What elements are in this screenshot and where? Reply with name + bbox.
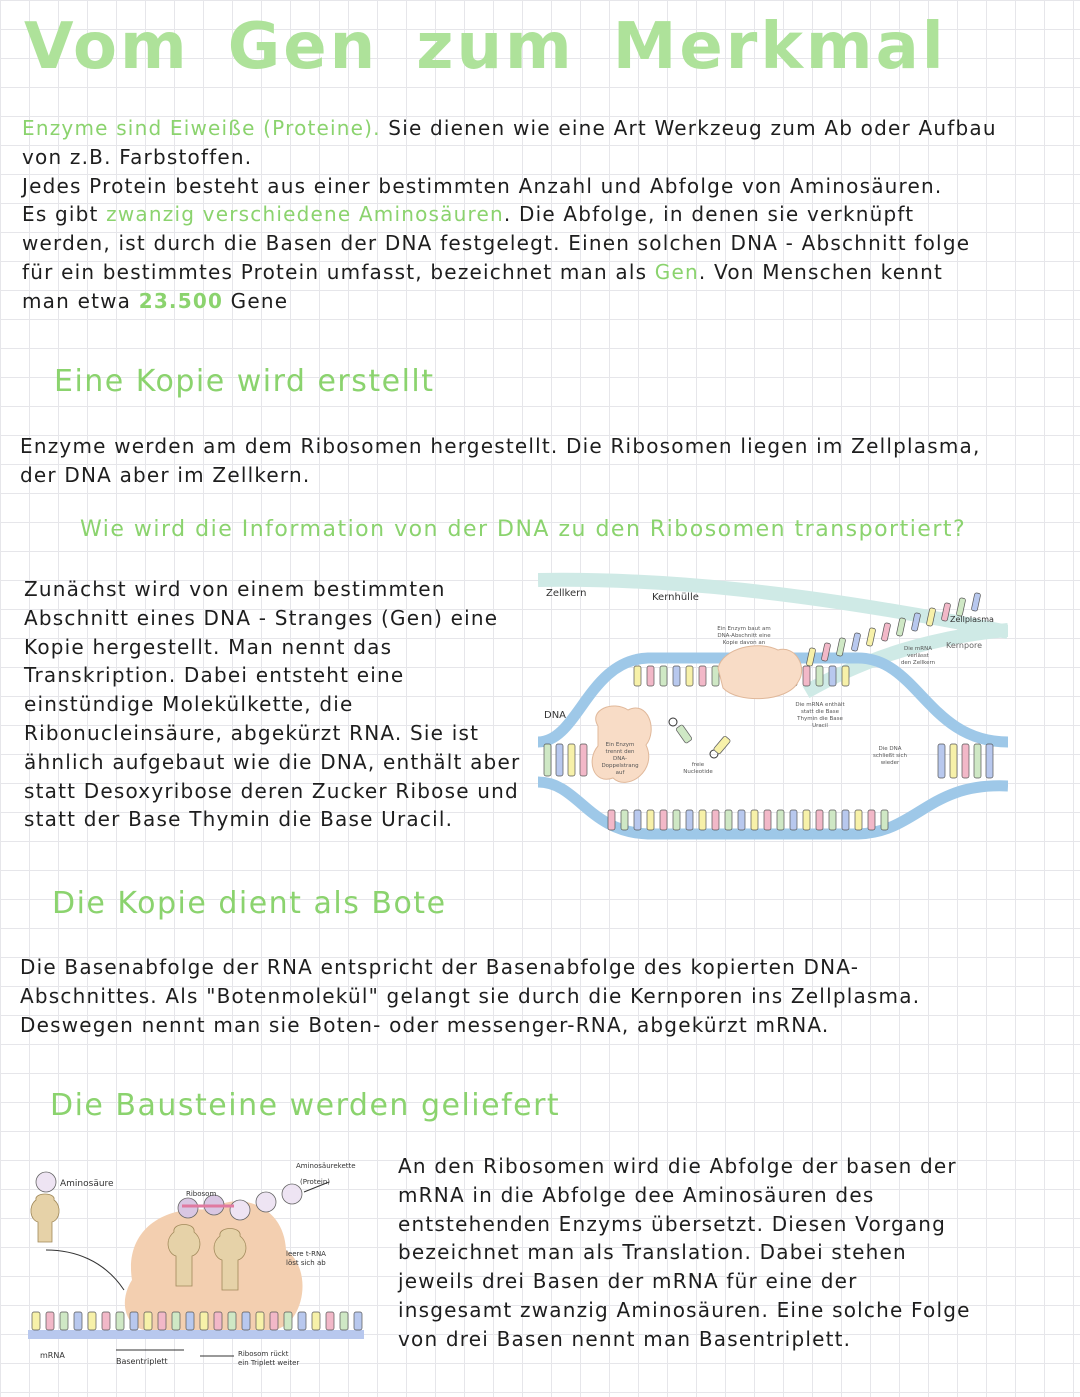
dna-base-right: [986, 744, 993, 778]
mrna-base: [896, 618, 906, 637]
dna-base-bottom: [660, 810, 667, 830]
mrna-uracil-note: Thymin die Base: [797, 716, 843, 722]
dna-label: DNA: [544, 710, 567, 721]
section3-body-line-3: entstehenden Enzyms übersetzt. Diesen Vorgang: [398, 1211, 947, 1236]
codon-base: [158, 1312, 166, 1330]
rueckt-label-1: Ribosom rückt: [238, 1350, 289, 1358]
section2-line-1: Die Basenabfolge der RNA entspricht der Basenabfolge des kopierten DNA-: [20, 955, 860, 979]
codon-base: [88, 1312, 96, 1330]
codon-base: [116, 1312, 124, 1330]
mrna-uracil-note: Die mRNA enthält: [795, 702, 845, 708]
ribosom-label: Ribosom: [186, 1190, 217, 1198]
enzyme-note: DNA-: [613, 756, 627, 762]
section1-body-line-6: Ribonucleinsäure, abgekürzt RNA. Sie ist: [24, 720, 480, 745]
codon-base: [312, 1312, 320, 1330]
codon-base: [298, 1312, 306, 1330]
section3-body-line-2: mRNA in die Abfolge dee Aminosäuren des: [398, 1182, 875, 1207]
nucleotide-1: [669, 718, 677, 726]
dna-base-left: [544, 744, 551, 776]
intro-line-4-a: Es gibt: [22, 202, 107, 227]
codon-base: [340, 1312, 348, 1330]
mrna-leaves-note: den Zellkern: [900, 660, 936, 666]
dna-base-bottom: [673, 810, 680, 830]
amino-acid-4: [256, 1192, 276, 1212]
codon-base: [32, 1312, 40, 1330]
codon-base: [144, 1312, 152, 1330]
mrna-base: [866, 628, 876, 647]
section-heading-bausteine: Die Bausteine werden geliefert: [50, 1088, 561, 1123]
section1-line-1: Enzyme werden am dem Ribosomen hergestellt. Die Ribosomen liegen im Zellplasma,: [20, 434, 981, 458]
codon-base: [74, 1312, 82, 1330]
intro-highlight-enzyme: Enzyme sind Eiweiße (Proteine).: [22, 116, 381, 140]
free-nucleotides-note: freie: [691, 762, 705, 768]
dna-base-bottom: [738, 810, 745, 830]
section1-body-line-1: Zunächst wird von einem bestimmten: [24, 577, 446, 601]
dna-base-bottom: [764, 810, 771, 830]
section2-line-3: Deswegen nennt man sie Boten- oder messenger-RNA, abgekürzt mRNA.: [20, 1012, 830, 1037]
section3-body-line-5: jeweils drei Basen der mRNA für eine der: [398, 1269, 858, 1294]
enzyme-copy-note: Ein Enzym baut am: [717, 626, 771, 632]
dna-base-left: [556, 744, 563, 776]
dna-base-bottom: [634, 810, 641, 830]
section1-body-line-8: statt Desoxyribose deren Zucker Ribose und: [24, 778, 519, 803]
section3-body-line-7: von drei Basen nennt man Basentriplett.: [398, 1326, 852, 1351]
dna-base-top: [829, 666, 836, 686]
dna-base-left: [580, 744, 587, 776]
codon-base: [228, 1312, 236, 1330]
trna-label-1: leere t-RNA: [286, 1250, 326, 1258]
dna-base-top: [673, 666, 680, 686]
free-nucleotides-note: Nucleotide: [683, 769, 713, 775]
dna-base-bottom: [816, 810, 823, 830]
amino-acid-1: [178, 1198, 198, 1218]
mrna-uracil-note: Uracil: [812, 723, 828, 729]
dna-base-top: [686, 666, 693, 686]
intro-highlight-gen: Gen: [654, 259, 699, 284]
intro-line-6-a: für ein bestimmtes Protein umfasst, bezeichnet man als: [22, 259, 655, 284]
section1-intro: [20, 432, 981, 490]
dna-base-bottom: [790, 810, 797, 830]
dna-base-bottom: [868, 810, 875, 830]
rueckt-label-2: ein Triplett weiter: [238, 1359, 300, 1367]
codon-base: [186, 1312, 194, 1330]
nucleotide-base-2: [713, 736, 731, 755]
codon-base: [270, 1312, 278, 1330]
dna-base-bottom: [725, 810, 732, 830]
nucleotide-base-1: [676, 724, 693, 743]
intro-line-2: von z.B. Farbstoffen.: [22, 144, 253, 169]
codon-base: [130, 1312, 138, 1330]
section1-body-line-4: Transkription. Dabei entsteht eine: [24, 663, 405, 688]
dna-base-bottom: [621, 810, 628, 830]
dna-base-bottom: [829, 810, 836, 830]
dna-base-top: [634, 666, 641, 686]
section3-body-line-1: An den Ribosomen wird die Abfolge der basen der: [398, 1154, 957, 1178]
dna-base-bottom: [803, 810, 810, 830]
mrna-base: [806, 648, 816, 667]
dna-closes-note: schließt sich: [872, 753, 908, 759]
section-heading-kopie-erstellt: Eine Kopie wird erstellt: [54, 364, 435, 399]
enzyme-note: auf: [615, 770, 625, 776]
codon-base: [326, 1312, 334, 1330]
section1-body-line-5: einstündige Molekülkette, die: [24, 692, 354, 717]
intro-line-1-text: Sie dienen wie eine Art Werkzeug zum Ab oder Aufbau: [380, 116, 997, 140]
dna-base-left: [568, 744, 575, 776]
title-word-2: Gen: [227, 10, 379, 84]
triplett-label: Basentriplett: [116, 1357, 168, 1366]
section1-body-line-7: ähnlich aufgebaut wie die DNA, enthält aber: [24, 749, 521, 774]
polymerase-enzyme: [718, 646, 802, 699]
mrna-label: mRNA: [40, 1351, 65, 1360]
dna-base-bottom: [686, 810, 693, 830]
intro-line-7-a: man etwa: [22, 288, 139, 313]
enzyme-note: Doppelstrang: [601, 763, 639, 769]
dna-base-top: [647, 666, 654, 686]
intro-line-7-b: Gene: [223, 288, 289, 313]
codon-base: [354, 1312, 362, 1330]
dna-base-right: [938, 744, 945, 778]
mrna-base: [881, 623, 891, 642]
intro-line-4-b: . Die Abfolge, in denen sie verknüpft: [503, 202, 915, 227]
codon-base: [172, 1312, 180, 1330]
amino-acid-5: [282, 1184, 302, 1204]
mrna-base: [851, 633, 861, 652]
codon-base: [284, 1312, 292, 1330]
section2-body: [20, 953, 920, 1039]
section1-body-line-9: statt der Base Thymin die Base Uracil.: [24, 807, 454, 832]
dna-base-bottom: [608, 810, 615, 830]
intro-paragraph: [22, 114, 997, 316]
mrna-backbone: [28, 1330, 364, 1339]
free-amino-acid: [36, 1172, 56, 1192]
dna-base-bottom: [647, 810, 654, 830]
mrna-uracil-note: statt die Base: [801, 709, 839, 715]
zellkern-label: Zellkern: [546, 588, 587, 599]
dna-base-bottom: [855, 810, 862, 830]
transcription-diagram: [538, 570, 1008, 860]
intro-line-1: [22, 114, 997, 143]
title-word-3: zum: [416, 10, 575, 84]
dna-base-top: [699, 666, 706, 686]
enzyme-copy-note: DNA-Abschnitt eine: [717, 633, 771, 639]
kette-label-1: Aminosäurekette: [296, 1162, 356, 1170]
section-heading-kopie-bote: Die Kopie dient als Bote: [52, 886, 447, 921]
codon-base: [200, 1312, 208, 1330]
kernhuelle-label: Kernhülle: [652, 592, 699, 603]
aminosaeure-label: Aminosäure: [60, 1179, 114, 1189]
section1-line-2: der DNA aber im Zellkern.: [20, 462, 311, 487]
codon-base: [242, 1312, 250, 1330]
codon-base: [60, 1312, 68, 1330]
zellplasma-label: Zellplasma: [950, 615, 994, 624]
codon-base: [214, 1312, 222, 1330]
intro-line-5: werden, ist durch die Basen der DNA festgelegt. Einen solchen DNA - Abschnitt folge: [22, 231, 971, 256]
mrna-base: [956, 598, 966, 617]
dna-base-top: [816, 666, 823, 686]
codon-base: [102, 1312, 110, 1330]
dna-base-right: [962, 744, 969, 778]
dna-base-bottom: [881, 810, 888, 830]
kette-label-2: (Protein): [300, 1178, 330, 1186]
dna-closes-note: Die DNA: [878, 746, 902, 752]
dna-base-bottom: [777, 810, 784, 830]
dna-base-bottom: [842, 810, 849, 830]
intro-highlight-amino: zwanzig verschiedene Aminosäuren: [106, 202, 504, 227]
page-title: [24, 10, 985, 84]
section1-body-line-3: Kopie hergestellt. Man nennt das: [24, 634, 393, 659]
dna-base-bottom: [712, 810, 719, 830]
section3-body-line-6: insgesamt zwanzig Aminosäuren. Eine solche Folge: [398, 1297, 971, 1322]
enzyme-note: Ein Enzym: [605, 742, 635, 748]
kernpore-label: Kernpore: [946, 641, 982, 650]
trna-free: [31, 1194, 59, 1242]
mrna-leaves-note: Die mRNA: [904, 646, 932, 652]
codon-base: [256, 1312, 264, 1330]
section2-line-2: Abschnittes. Als "Botenmolekül" gelangt sie durch die Kernporen ins Zellplasma.: [20, 983, 921, 1008]
dna-base-bottom: [751, 810, 758, 830]
trna-arrow: [46, 1250, 124, 1290]
dna-base-top: [660, 666, 667, 686]
trna-label-2: löst sich ab: [286, 1259, 326, 1267]
section1-question: Wie wird die Information von der DNA zu den Ribosomen transportiert?: [80, 517, 967, 542]
mrna-leaves-note: verlässt: [907, 653, 929, 659]
intro-line-7: [22, 287, 997, 316]
intro-highlight-number: 23.500: [138, 288, 224, 313]
intro-line-6-b: . Von Menschen kennt: [698, 259, 944, 284]
intro-line-3: Jedes Protein besteht aus einer bestimmten Anzahl und Abfolge von Aminosäuren.: [22, 173, 943, 198]
dna-base-right: [950, 744, 957, 778]
section1-body: [24, 575, 520, 834]
intro-line-6: [22, 258, 997, 287]
title-word-4: Merkmal: [612, 10, 947, 84]
free-nucleotides: [669, 718, 731, 758]
dna-base-bottom: [699, 810, 706, 830]
section3-body-line-4: bezeichnet man als Translation. Dabei stehen: [398, 1240, 907, 1265]
dna-base-top: [842, 666, 849, 686]
section3-body: [398, 1152, 971, 1354]
nuclear-envelope: [538, 580, 1008, 632]
translation-diagram: [24, 1150, 374, 1370]
enzyme-note: trennt den: [605, 749, 635, 755]
enzyme-copy-note: Kopie davon an: [722, 640, 766, 646]
section1-body-line-2: Abschnitt eines DNA - Stranges (Gen) eine: [24, 605, 499, 630]
codon-base: [46, 1312, 54, 1330]
amino-acid-3: [230, 1200, 250, 1220]
dna-base-top: [803, 666, 810, 686]
dna-closes-note: wieder: [880, 760, 900, 766]
title-word-1: Vom: [24, 10, 190, 84]
intro-line-4: [22, 200, 997, 229]
dna-base-right: [974, 744, 981, 778]
ribosome: [125, 1201, 303, 1330]
mrna-base: [971, 593, 981, 612]
